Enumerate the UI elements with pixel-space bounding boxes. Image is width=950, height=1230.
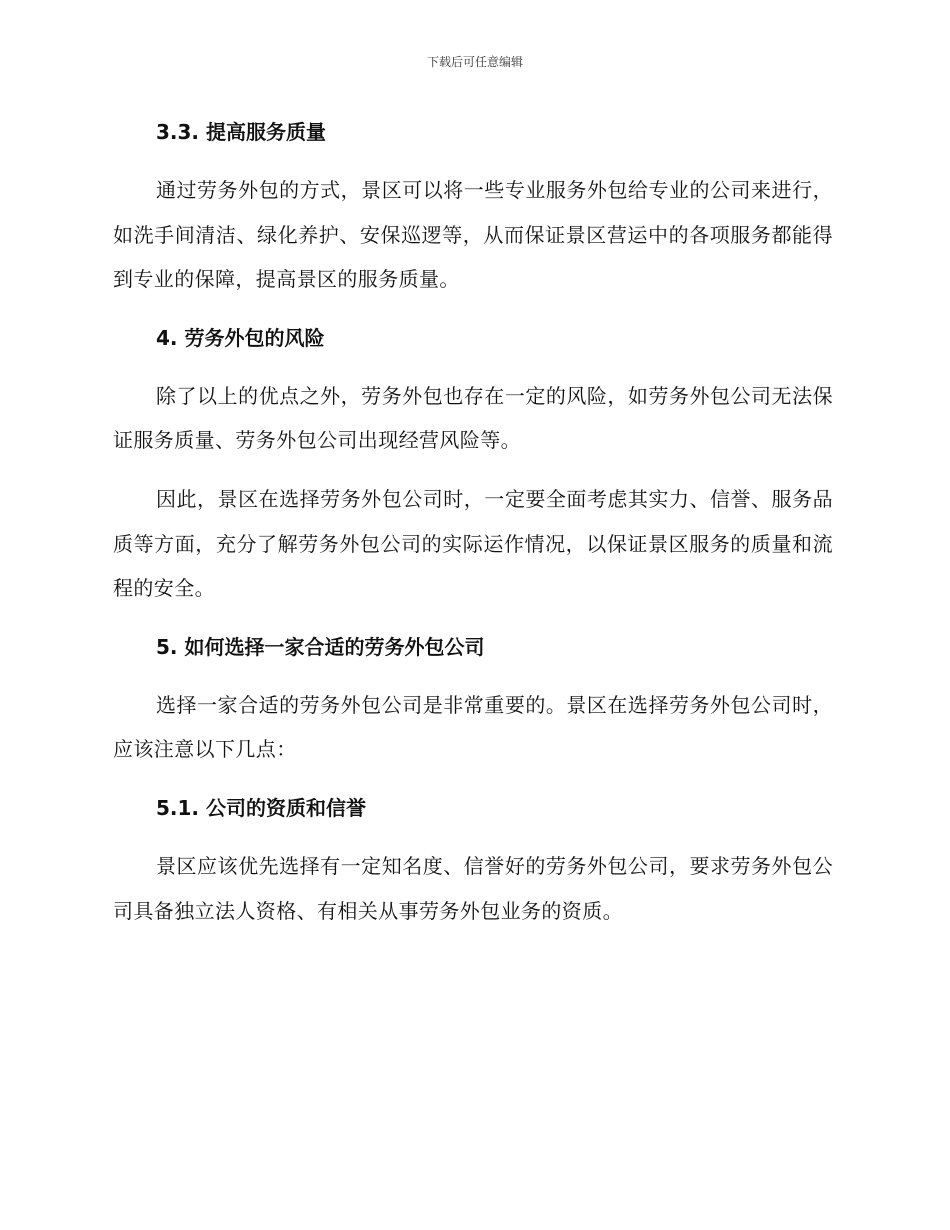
header-note: 下载后可任意编辑 bbox=[426, 55, 523, 69]
paragraph-risks: 除了以上的优点之外，劳务外包也存在一定的风险，如劳务外包公司无法保证服务质量、劳务外包公司出现经营风险等。 bbox=[113, 383, 833, 453]
document-body bbox=[113, 110, 833, 933]
heading-3-3: 3.3. 提高服务质量 bbox=[156, 120, 326, 144]
paragraph-qualification: 景区应该优先选择有一定知名度、信誉好的劳务外包公司，要求劳务外包公司具备独立法人资格、有相关从事劳务外包业务的资质。 bbox=[113, 853, 833, 923]
heading-5: 5. 如何选择一家合适的劳务外包公司 bbox=[156, 634, 485, 659]
heading-4: 4. 劳务外包的风险 bbox=[156, 325, 325, 350]
paragraph-therefore: 因此，景区在选择劳务外包公司时，一定要全面考虑其实力、信誉、服务品质等方面，充分了解劳务外包公司的实际运作情况，以保证景区服务的质量和流程的安全。 bbox=[113, 486, 833, 601]
heading-5-1: 5.1. 公司的资质和信誉 bbox=[156, 795, 366, 820]
paragraph-service-quality: 通过劳务外包的方式，景区可以将一些专业服务外包给专业的公司来进行，如洗手间清洁、绿化养护、安保巡逻等，从而保证景区营运中的各项服务都能得到专业的保障，提高景区的服务质量。 bbox=[113, 178, 833, 292]
paragraph-choose: 选择一家合适的劳务外包公司是非常重要的。景区在选择劳务外包公司时，应该注意以下几点： bbox=[113, 692, 833, 762]
